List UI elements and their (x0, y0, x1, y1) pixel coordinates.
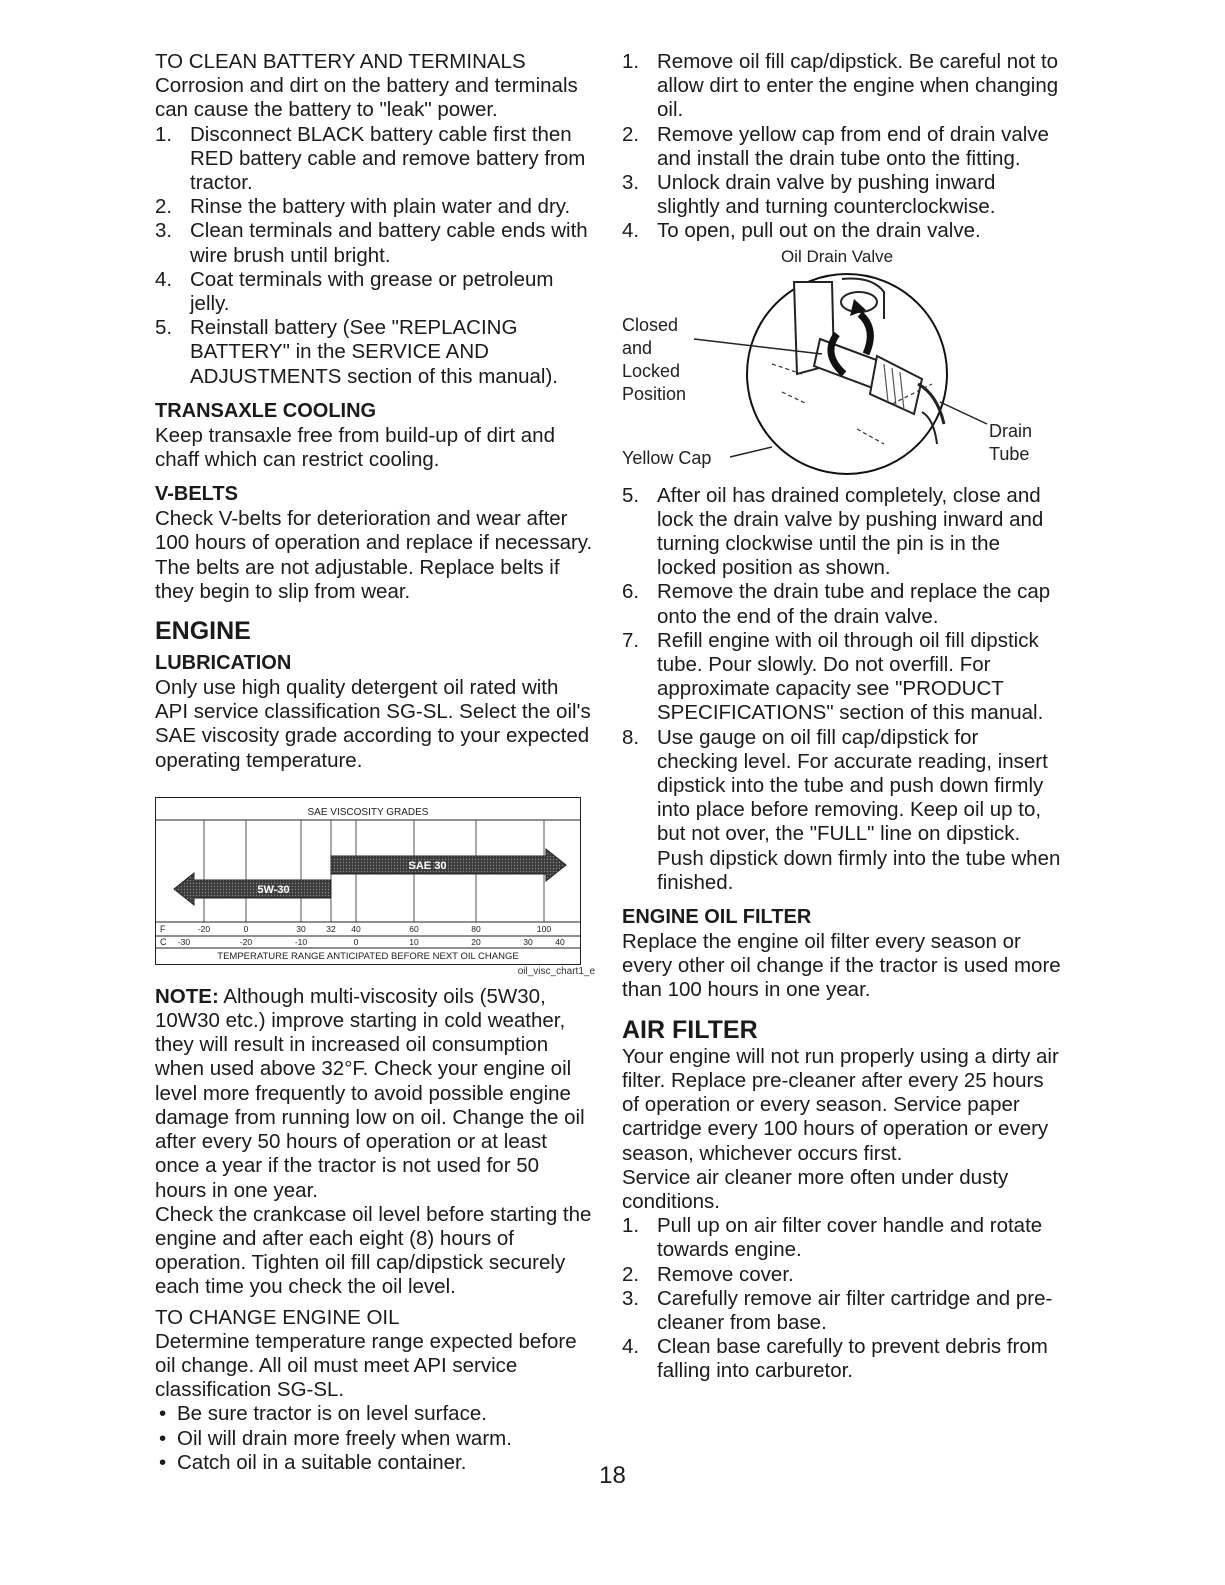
f-tick-label: 100 (536, 923, 552, 934)
list-item: 1. Disconnect BLACK battery cable first then RED battery cable and remove battery from tractor. (155, 122, 586, 195)
sw30-bar-label: 5W-30 (257, 883, 290, 896)
sw30-bar (174, 873, 331, 905)
figure-title: Oil Drain Valve (780, 246, 894, 266)
viscosity-chart (155, 797, 581, 965)
change-oil-text: Determine temperature range expected before oil change. All oil must meet API service classification SG-SL. (155, 1329, 577, 1402)
oil-filter-heading: ENGINE OIL FILTER (622, 906, 812, 929)
label-locked: Locked (622, 360, 681, 381)
f-tick-label: 80 (471, 923, 481, 934)
label-and: and (622, 337, 653, 358)
list-item: • Catch oil in a suitable container. (159, 1450, 467, 1474)
list-item: 2. Rinse the battery with plain water and dry. (155, 195, 571, 219)
drain-steps (622, 50, 1062, 244)
note-label: NOTE: (155, 984, 219, 1008)
f-tick-label: 40 (351, 923, 361, 934)
after-drain-steps (622, 484, 1062, 895)
list-item: 7. Refill engine with oil through oil fill dipstick tube. Pour slowly. Do not overfill. For approximate capacity see "PRODUCT SPECIFICATIONS" section of this manual. (622, 628, 1044, 725)
list-item: 5. After oil has drained completely, close and lock the drain valve by pushing inward and turning clockwise until the pin is in the locked position as shown. (622, 483, 1044, 580)
list-item: 1. Pull up on air filter cover handle and rotate towards engine. (622, 1214, 1043, 1262)
c-tick-label: 40 (555, 936, 565, 947)
page-number: 18 (599, 1462, 626, 1489)
change-oil-title: TO CHANGE ENGINE OIL (155, 1305, 400, 1329)
note-text: Although multi-viscosity oils (5W30, 10W30 etc.) improve starting in cold weather, they will result in increased oil consumption when used above 32°F. Check your engine oil level more frequently to avoid possible engine damage from running low on oil. Change the oil after every 50 hours of operation or at least once a year if the tractor is not used for 50 hours in one year. (155, 984, 585, 1202)
f-tick-label: 30 (296, 923, 306, 934)
transaxle-text: Keep transaxle free from build-up of dirt and chaff which can restrict cooling. (155, 423, 555, 472)
air-filter-heading: AIR FILTER (622, 1015, 758, 1044)
list-item: • Be sure tractor is on level surface. (159, 1402, 487, 1426)
battery-intro: Corrosion and dirt on the battery and terminals can cause the battery to "leak" power. (155, 74, 578, 122)
engine-heading: ENGINE (155, 617, 251, 646)
battery-title: TO CLEAN BATTERY AND TERMINALS (155, 50, 526, 73)
list-item: 1. Remove oil fill cap/dipstick. Be careful not to allow dirt to enter the engine when changing oil. (622, 50, 1059, 122)
battery-steps (155, 123, 595, 389)
c-tick-label: 0 (353, 936, 359, 947)
list-item: • Oil will drain more freely when warm. (159, 1426, 512, 1450)
oil-drain-valve-illustration (622, 244, 1062, 484)
c-tick-label: -30 (177, 936, 191, 947)
lubrication-text: Only use high quality detergent oil rated with API service classification SG-SL. Select the oil's SAE viscosity grade according to your expected operating temperature. (155, 676, 591, 772)
chart-title: SAE VISCOSITY GRADES (307, 806, 429, 818)
air-filter-text: Your engine will not run properly using a dirty air filter. Replace pre-cleaner after every 25 hours of operation or every season. Service paper cartridge every 100 hours of operation or every season, whichever occurs first. (622, 1044, 1059, 1165)
lubrication-heading: LUBRICATION (155, 652, 292, 675)
air-filter-text-2: Service air cleaner more often under dusty conditions. (622, 1165, 1009, 1213)
list-item: 3. Clean terminals and battery cable ends with wire brush until bright. (155, 219, 588, 267)
note-paragraph (155, 985, 595, 1203)
f-tick-label: 60 (409, 923, 419, 934)
transaxle-heading: TRANSAXLE COOLING (155, 399, 377, 422)
list-item: 4. Clean base carefully to prevent debris from falling into carburetor. (622, 1335, 1048, 1383)
c-tick-label: -20 (239, 936, 253, 947)
f-tick-label: 32 (326, 923, 336, 934)
f-tick-label: -20 (197, 923, 211, 934)
vbelts-text: Check V-belts for deterioration and wear after 100 hours of operation and replace if necessary. The belts are not adjustable. Replace belts if they begin to slip from wear. (155, 507, 593, 603)
label-yellow-cap: Yellow Cap (622, 447, 712, 468)
list-item: 6. Remove the drain tube and replace the cap onto the end of the drain valve. (622, 580, 1051, 628)
left-column (155, 50, 595, 1475)
c-tick-label: -10 (294, 936, 308, 947)
list-item: 2. Remove cover. (622, 1262, 794, 1286)
list-item: 2. Remove yellow cap from end of drain valve and install the drain tube onto the fitting. (622, 122, 1049, 170)
f-tick-label: 0 (243, 923, 249, 934)
list-item: 3. Carefully remove air filter cartridge and pre-cleaner from base. (622, 1286, 1053, 1334)
label-drain: Drain (989, 420, 1033, 441)
c-axis-label: C (160, 936, 167, 947)
list-item: 5. Reinstall battery (See "REPLACING BATTERY" in the SERVICE AND ADJUSTMENTS section of this manual). (155, 316, 558, 388)
c-tick-label: 20 (471, 936, 481, 947)
label-position: Position (622, 383, 687, 404)
crankcase-text: Check the crankcase oil level before starting the engine and after each eight (8) hours of operation. Tighten oil fill cap/dipstick securely each time you check the oil level. (155, 1202, 592, 1299)
list-item: 4. Coat terminals with grease or petroleum jelly. (155, 267, 554, 316)
air-filter-steps (622, 1214, 1062, 1383)
list-item: 8. Use gauge on oil fill cap/dipstick for checking level. For accurate reading, insert dipstick into the tube and push down firmly into place before removing. Keep oil up to, but not over, the "FULL" line on dipstick. Push dipstick down firmly into the tube when finished. (622, 725, 1061, 894)
vbelts-heading: V-BELTS (155, 483, 238, 506)
chart-xlabel: TEMPERATURE RANGE ANTICIPATED BEFORE NEXT OIL CHANGE (217, 950, 519, 962)
chart-caption: oil_visc_chart1_e (517, 965, 595, 977)
f-axis-label: F (160, 923, 166, 934)
c-tick-label: 30 (523, 936, 533, 947)
sae30-bar-label: SAE 30 (408, 859, 447, 872)
list-item: 4. To open, pull out on the drain valve. (622, 219, 981, 243)
list-item: 3. Unlock drain valve by pushing inward slightly and turning counterclockwise. (622, 171, 996, 219)
viscosity-chart-svg (156, 798, 580, 964)
sae30-bar (331, 849, 566, 881)
oil-filter-text: Replace the engine oil filter every season or every other oil change if the tractor is used more than 100 hours in one year. (622, 930, 1061, 1002)
c-tick-label: 10 (409, 936, 419, 947)
label-closed: Closed (622, 314, 679, 335)
label-tube: Tube (989, 443, 1030, 464)
right-column (622, 50, 1062, 1384)
oil-drain-valve-figure (622, 244, 1062, 484)
